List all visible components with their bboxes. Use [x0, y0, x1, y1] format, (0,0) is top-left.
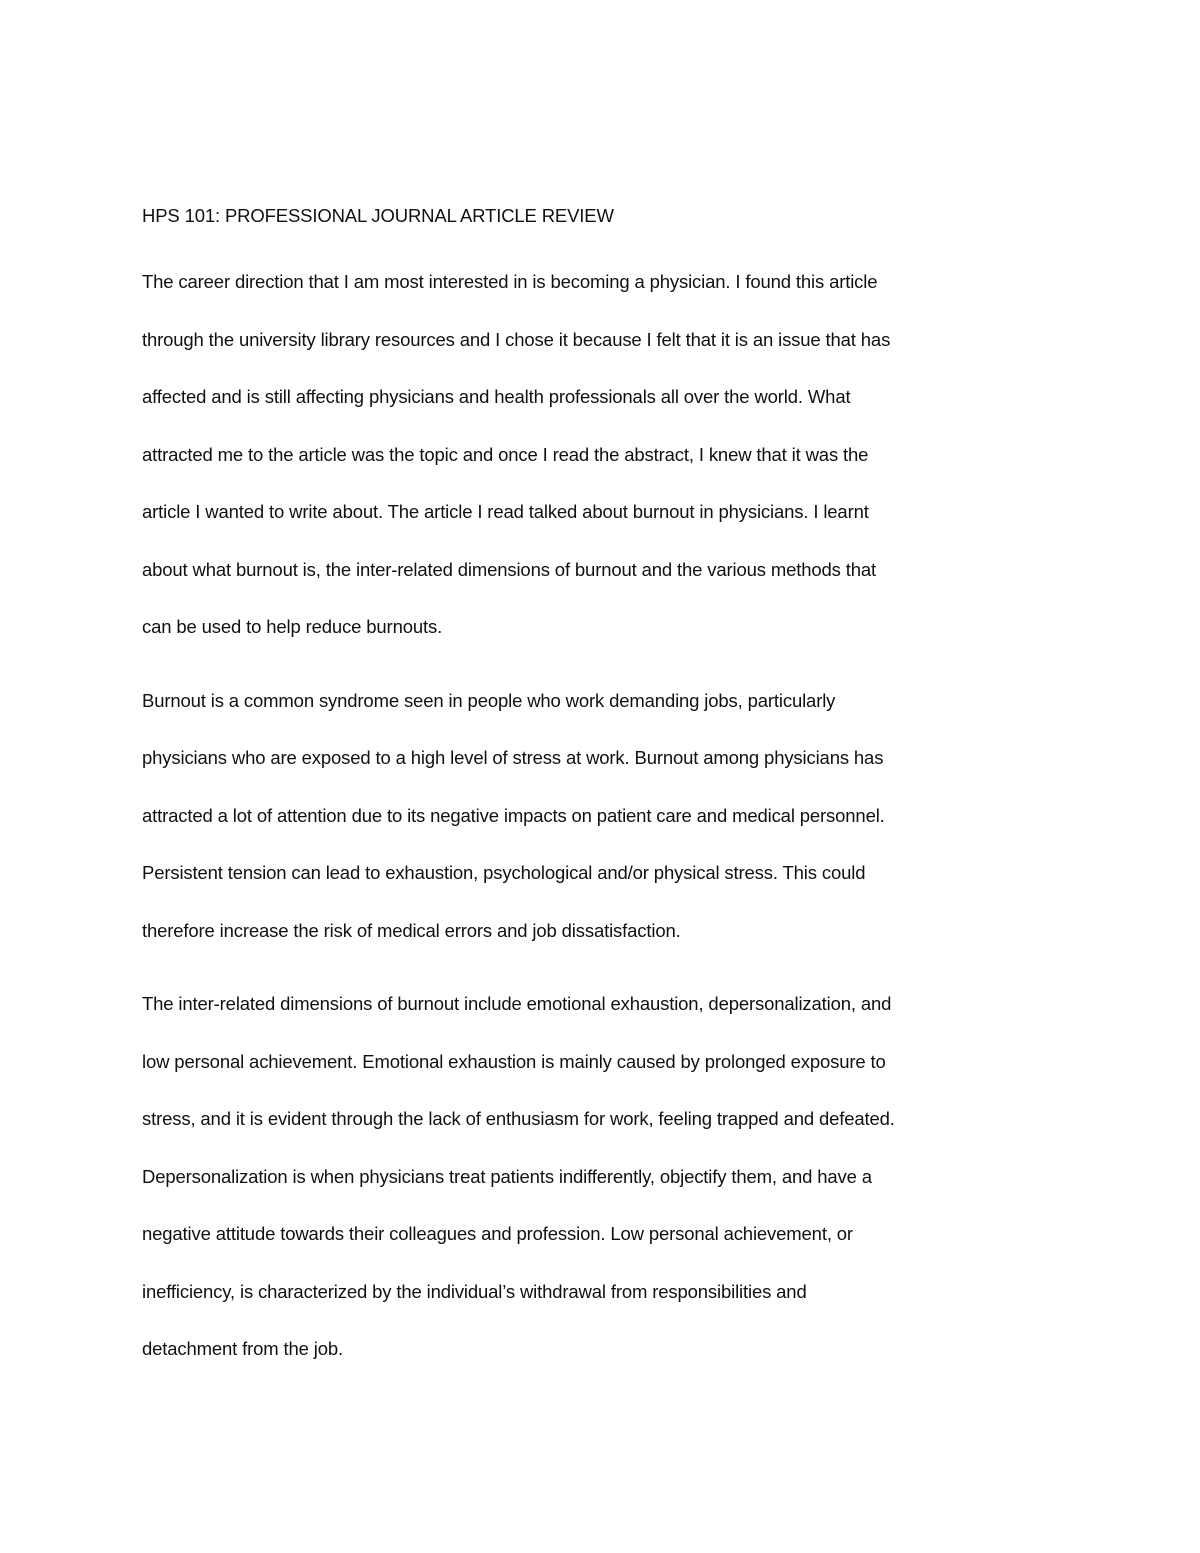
- paragraph-burnout-dimensions: [142, 975, 1062, 1378]
- paragraph-burnout-syndrome: [142, 672, 1062, 960]
- text-line: low personal achievement. Emotional exhaustion is mainly caused by prolonged exposure to: [142, 1050, 886, 1072]
- text-line: negative attitude towards their colleagues and profession. Low personal achievement, or: [142, 1223, 853, 1244]
- text-line: through the university library resources and I chose it because I felt that it is an issue that has: [142, 328, 891, 350]
- text-line: article I wanted to write about. The article I read talked about burnout in physicians. I learnt: [142, 501, 869, 522]
- text-line: about what burnout is, the inter-related dimensions of burnout and the various methods that: [142, 558, 877, 580]
- text-line: Burnout is a common syndrome seen in people who work demanding jobs, particularly: [142, 689, 836, 711]
- text-line: affected and is still affecting physicians and health professionals all over the world. What: [142, 386, 851, 407]
- document-title: HPS 101: PROFESSIONAL JOURNAL ARTICLE REVIEW: [142, 205, 614, 226]
- text-line: The career direction that I am most interested in is becoming a physician. I found this article: [142, 271, 878, 292]
- text-line: Depersonalization is when physicians treat patients indifferently, objectify them, and have a: [142, 1165, 872, 1187]
- text-line: inefficiency, is characterized by the individual’s withdrawal from responsibilities and: [142, 1280, 807, 1302]
- text-line: The inter-related dimensions of burnout include emotional exhaustion, depersonalization, and: [142, 993, 892, 1014]
- text-line: attracted a lot of attention due to its negative impacts on patient care and medical personnel.: [142, 804, 885, 826]
- text-line: can be used to help reduce burnouts.: [142, 616, 443, 637]
- text-line: Persistent tension can lead to exhaustion, psychological and/or physical stress. This could: [142, 862, 866, 883]
- text-line: attracted me to the article was the topic and once I read the abstract, I knew that it was the: [142, 443, 869, 465]
- paragraph-career-direction: [142, 253, 1062, 656]
- text-line: therefore increase the risk of medical errors and job dissatisfaction.: [142, 919, 681, 941]
- document-body: [142, 196, 1062, 1394]
- text-line: detachment from the job.: [142, 1338, 344, 1359]
- text-line: stress, and it is evident through the lack of enthusiasm for work, feeling trapped and defeated.: [142, 1108, 895, 1129]
- text-line: physicians who are exposed to a high level of stress at work. Burnout among physicians has: [142, 747, 884, 768]
